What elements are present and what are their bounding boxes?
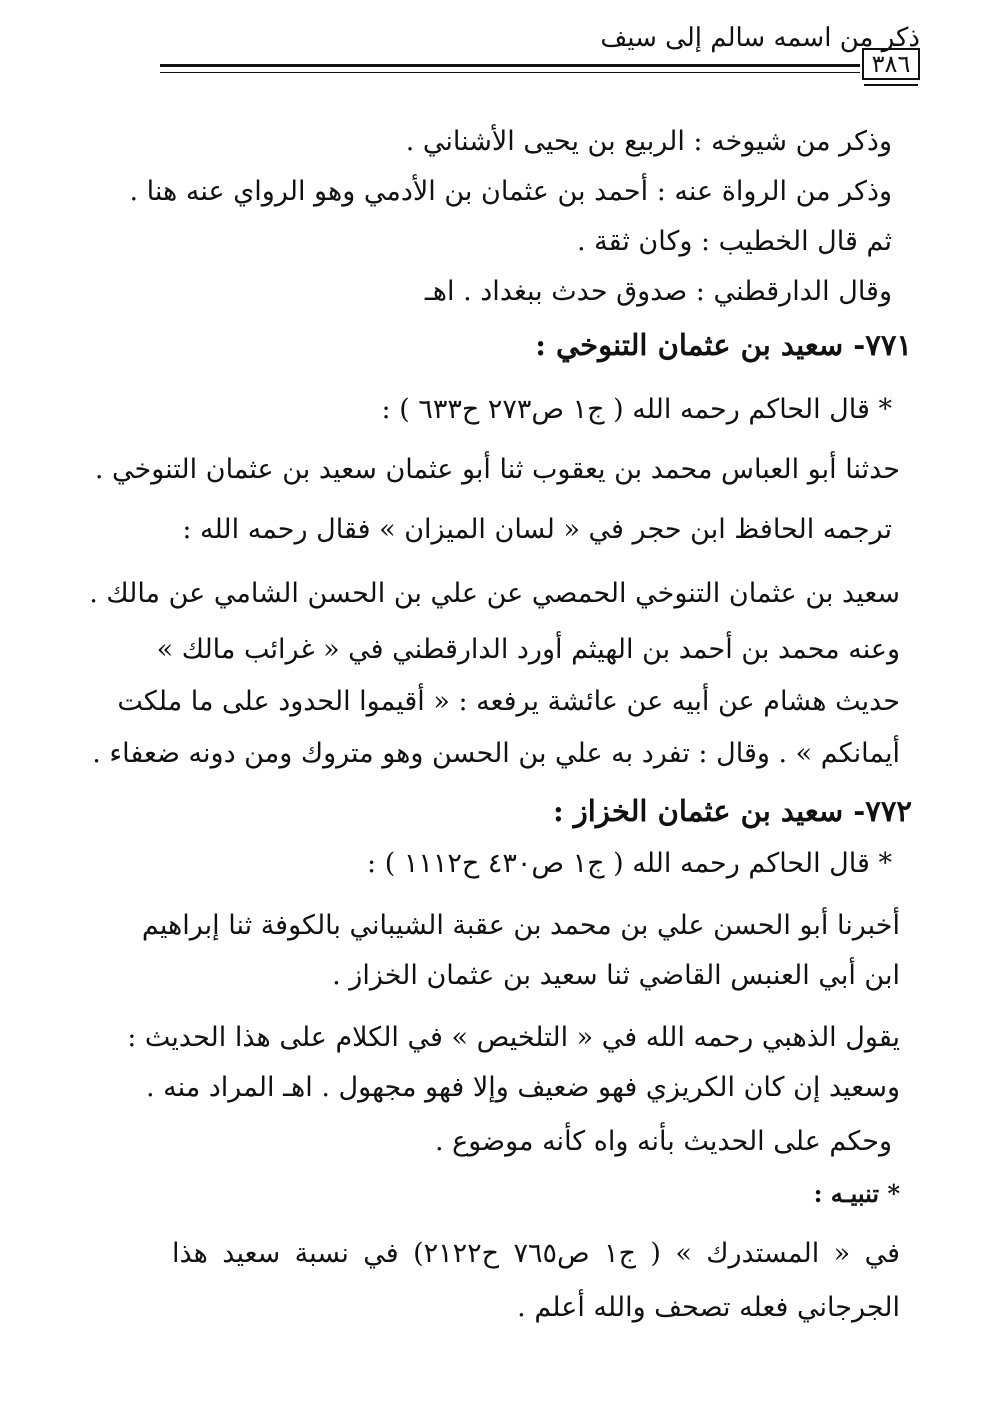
text-line: حديث هشام عن أبيه عن عائشة يرفعه : « أقيموا الحدود على ما ملكت [117,686,900,717]
running-title: ذكر من اسمه سالم إلى سيف [600,23,920,53]
text-line: وذكر من شيوخه : الربيع بن يحيى الأشناني . [405,126,892,157]
text-line: أيمانكم » . وقال : تفرد به علي بن الحسن وهو متروك ومن دونه ضعفاء . [92,738,900,769]
text-line: أخبرنا أبو الحسن علي بن محمد بن عقبة الشيباني بالكوفة ثنا إبراهيم [141,910,900,941]
text-line: ترجمه الحافظ ابن حجر في « لسان الميزان » فقال رحمه الله : [182,514,892,545]
text-line: وعنه محمد بن أحمد بن الهيثم أورد الدارقطني في « غرائب مالك » [156,634,900,665]
text-line: وذكر من الرواة عنه : أحمد بن عثمان بن الأدمي وهو الرواي عنه هنا . [129,176,892,207]
page-number: ٣٨٦ [862,48,920,80]
text-line: في « المستدرك » ( ج١ ص٧٦٥ ح٢١٢٢) في نسبة سعيد هذا [172,1238,900,1269]
text-line: وحكم على الحديث بأنه واه كأنه موضوع . [434,1126,892,1157]
text-line: سعيد بن عثمان التنوخي الحمصي عن علي بن الحسن الشامي عن مالك . [89,578,900,609]
text-line: الجرجاني فعله تصحف والله أعلم . [517,1292,900,1323]
entry-heading-771: ٧٧١- سعيد بن عثمان التنوخي : [535,328,912,362]
text-line: * قال الحاكم رحمه الله ( ج١ ص٢٧٣ ح٦٣٣ ) : [381,394,892,425]
text-line: يقول الذهبي رحمه الله في « التلخيص » في الكلام على هذا الحديث : [127,1022,900,1053]
note-heading: * تنبيـه : [813,1179,900,1208]
text-line: * قال الحاكم رحمه الله ( ج١ ص٤٣٠ ح١١١٢ ) : [367,848,892,879]
text-line: وقال الدارقطني : صدوق حدث ببغداد . اهـ [424,276,892,307]
text-line: حدثنا أبو العباس محمد بن يعقوب ثنا أبو عثمان سعيد بن عثمان التنوخي . [94,454,900,485]
text-line: ابن أبي العنبس القاضي ثنا سعيد بن عثمان الخزاز . [332,960,900,991]
text-line: وسعيد إن كان الكريزي فهو ضعيف وإلا فهو مجهول . اهـ المراد منه . [145,1072,900,1103]
text-line: ثم قال الخطيب : وكان ثقة . [577,226,892,257]
header-rule [160,64,860,73]
entry-heading-772: ٧٧٢- سعيد بن عثمان الخزاز : [553,794,912,828]
